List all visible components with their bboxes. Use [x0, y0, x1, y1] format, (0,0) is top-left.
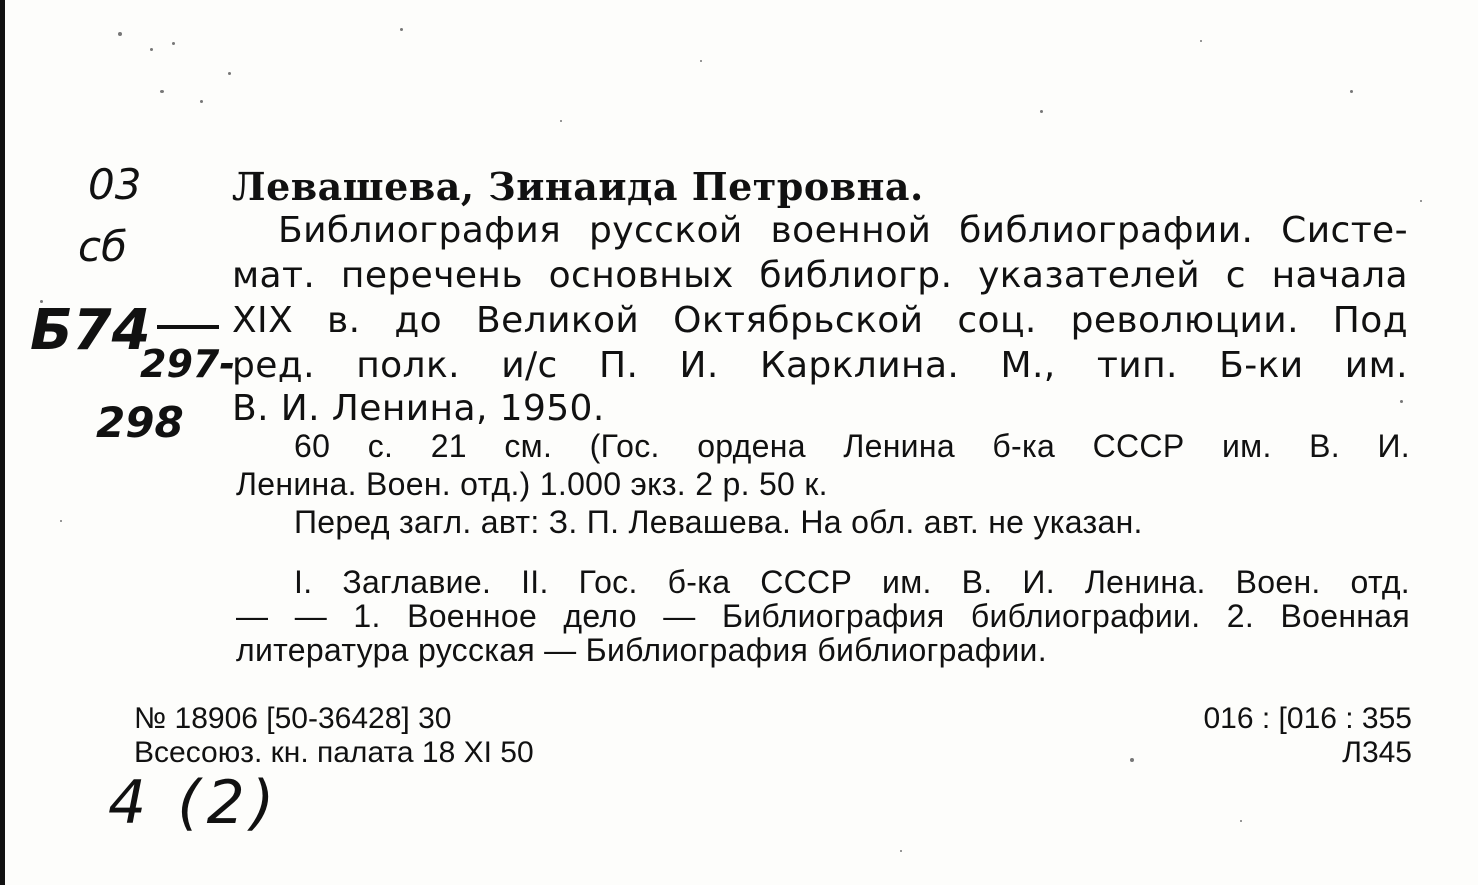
card-edge	[0, 0, 5, 885]
collation-line-1: 60 с. 21 см. (Гос. ордена Ленина б-ка СССР им. В. И.	[294, 428, 1410, 464]
pages-mark-297: 297-	[140, 342, 236, 386]
cutter-dash	[157, 325, 219, 329]
card-number-line: № 18906 [50-36428] 30	[134, 702, 452, 735]
cutter-number: Б74	[30, 298, 151, 363]
tracing-line-3: литература русская — Библиография библиографии.	[236, 632, 1047, 668]
class-mark-sb: сб	[78, 222, 127, 271]
title-line-4: ред. полк. и/с П. И. Карклина. М., тип. Б-ки им.	[232, 345, 1408, 386]
book-chamber-line: Всесоюз. кн. палата 18 XI 50	[134, 736, 534, 769]
title-line-5: В. И. Ленина, 1950.	[232, 388, 605, 429]
title-line-2: мат. перечень основных библиогр. указателей с начала	[232, 255, 1408, 296]
udc-index: 016 : [016 : 355	[1203, 702, 1412, 735]
class-mark-03: 03	[88, 160, 142, 209]
tracing-line-2: — — 1. Военное дело — Библиография библиографии. 2. Военная	[236, 598, 1410, 634]
entry-author: Левашева, Зинаида Петровна.	[232, 164, 924, 209]
pages-mark-298: 298	[96, 398, 184, 447]
title-line-1: Библиография русской военной библиографии. Систе-	[278, 210, 1408, 251]
title-line-3: XIX в. до Великой Октябрьской соц. революции. Под	[232, 300, 1408, 341]
tracing-line-1: I. Заглавие. II. Гос. б-ка СССР им. В. И. Ленина. Воен. отд.	[294, 564, 1410, 600]
copy-mark: 4 (2)	[108, 768, 281, 838]
collation-line-2: Ленина. Воен. отд.) 1.000 экз. 2 р. 50 к.	[236, 466, 828, 502]
note-line: Перед загл. авт: З. П. Левашева. На обл. авт. не указан.	[294, 504, 1143, 540]
printing-code: Л345	[1342, 736, 1412, 769]
